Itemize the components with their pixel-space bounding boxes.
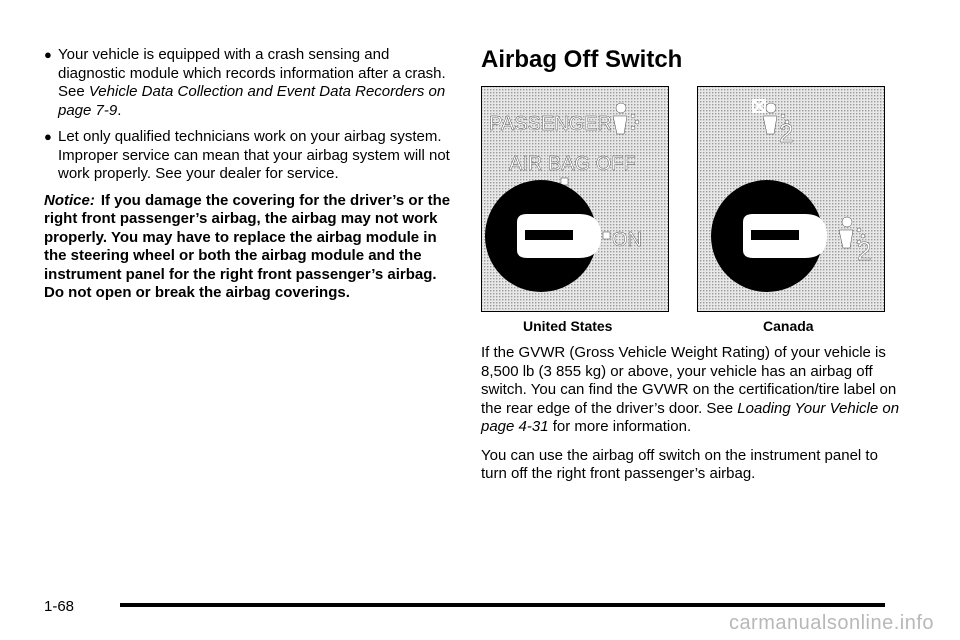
figures [481,86,901,344]
left-column [44,46,454,303]
para1-text: If the GVWR (Gross Vehicle Weight Rating) of your vehicle is 8,500 lb (3 855 kg) or above, your vehicle has an airbag off switch. You can find the GVWR on the certification/tire label on the rear edge of the driver’s door. See [481,344,897,417]
us-passenger-label: PASSENGER [489,113,612,135]
watermark: carmanualsonline.info [728,612,934,634]
bullet1-end: . [117,101,122,119]
bullet-qualified-technicians [44,128,454,184]
canada-off-number: 2 [779,118,794,148]
footer-divider [120,603,885,607]
bullet-dot: ● [44,47,52,62]
us-on-label: ON [612,229,642,251]
notice-text: If you damage the covering for the driver’s or the right front passenger’s airbag, the airbag may not work properly. You may have to replace the airbag module in the steering wheel or both the airbag module and the instrument panel for the right front passenger’s airbag. Do not open or break the airbag coverings. [44,191,451,301]
on-indicator [603,232,610,239]
para1-reference-link[interactable]: Loading Your Vehicle on page 4-31 [481,399,900,435]
right-column [481,40,901,494]
us-switch-illustration [481,86,669,312]
us-airbag-off-label: AIR BAG OFF [509,153,636,175]
canada-on-number: 2 [857,236,872,266]
bullet2-text: Let only qualified technicians work on your airbag system. Improper service can mean that your airbag system will not work properly. See your dealer for service. [58,128,450,182]
paragraph-gvwr [481,344,901,437]
figure-united-states [481,86,669,312]
paragraph-switch-use: You can use the airbag off switch on the instrument panel to turn off the right front passenger’s airbag. [481,446,878,482]
caption-united-states: United States [523,318,613,334]
canada-switch-illustration [697,86,885,312]
off-indicator [561,178,568,185]
section-heading: Airbag Off Switch [481,46,683,73]
caption-canada: Canada [763,318,814,334]
canada-key-slot-bar [751,230,799,240]
bullet-crash-module [44,46,454,120]
figure-canada [697,86,885,312]
bullet1-text: Your vehicle is equipped with a crash sensing and diagnostic module which records information after a crash. See [58,46,446,100]
notice-block [44,192,454,303]
bullet1-reference-link[interactable]: Vehicle Data Collection and Event Data Recorders on page 7-9 [58,83,446,119]
bullet-dot: ● [44,129,52,144]
notice-label: Notice: [44,191,95,209]
para1-end: for more information. [548,418,692,435]
us-key-slot-bar [525,230,573,240]
page-number: 1-68 [44,598,75,615]
